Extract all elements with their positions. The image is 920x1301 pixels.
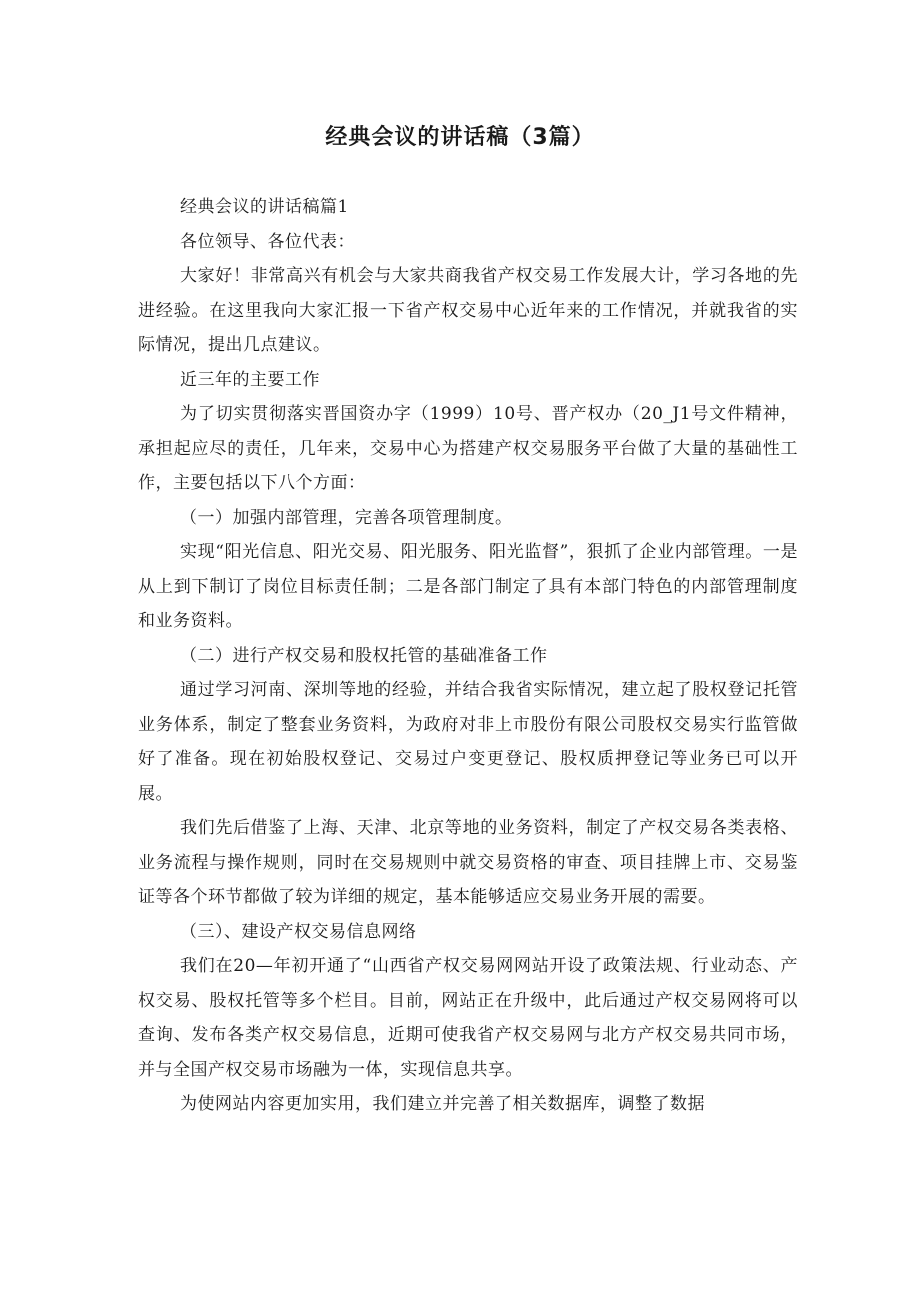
paragraph: （一）加强内部管理，完善各项管理制度。 (180, 507, 513, 528)
paragraph: 经典会议的讲话稿篇1 (180, 197, 349, 217)
paragraph: 我们在20—年初开通了“山西省产权交易网网站开设了政策法规、行业动态、产权交易、股权托管等多个栏目。目前，网站正在升级中，此后通过产权交易网将可以查询、发布各类产权交易信息，近期可使我省产权交易网与北方产权交易共同市场，并与全国产权交易市场融为一体，实现信息共享。 (138, 956, 798, 1080)
document-title: 经典会议的讲话稿（3篇） (325, 125, 595, 150)
paragraph: 为使网站内容更加实用，我们建立并完善了相关数据库，调整了数据 (180, 1094, 705, 1114)
paragraph: 为了切实贯彻落实晋国资办字（1999）10号、晋产权办（20_J1号文件精神，承担起应尽的责任，几年来，交易中心为搭建产权交易服务平台做了大量的基础性工作，主要包括以下八个方面： (138, 404, 798, 493)
paragraph: 我们先后借鉴了上海、天津、北京等地的业务资料，制定了产权交易各类表格、业务流程与操作规则，同时在交易规则中就交易资格的审查、项目挂牌上市、交易鉴证等各个环节都做了较为详细的规定，基本能够适应交易业务开展的需要。 (138, 818, 798, 907)
paragraph: （三）、建设产权交易信息网络 (180, 921, 417, 942)
paragraph: 实现“阳光信息、阳光交易、阳光服务、阳光监督”，狠抓了企业内部管理。一是从上到下制订了岗位目标责任制；二是各部门制定了具有本部门特色的内部管理制度和业务资料。 (138, 542, 798, 631)
paragraph: 各位领导、各位代表： (180, 231, 355, 252)
paragraph: （二）进行产权交易和股权托管的基础准备工作 (180, 645, 548, 666)
paragraph: 通过学习河南、深圳等地的经验，并结合我省实际情况，建立起了股权登记托管业务体系，制定了整套业务资料，为政府对非上市股份有限公司股权交易实行监管做好了准备。现在初始股权登记、交易过户变更登记、股权质押登记等业务已可以开展。 (138, 680, 798, 804)
paragraph: 近三年的主要工作 (180, 369, 320, 390)
document-body (138, 190, 798, 1122)
paragraph: 大家好！非常高兴有机会与大家共商我省产权交易工作发展大计，学习各地的先进经验。在这里我向大家汇报一下省产权交易中心近年来的工作情况，并就我省的实际情况，提出几点建议。 (138, 266, 798, 355)
